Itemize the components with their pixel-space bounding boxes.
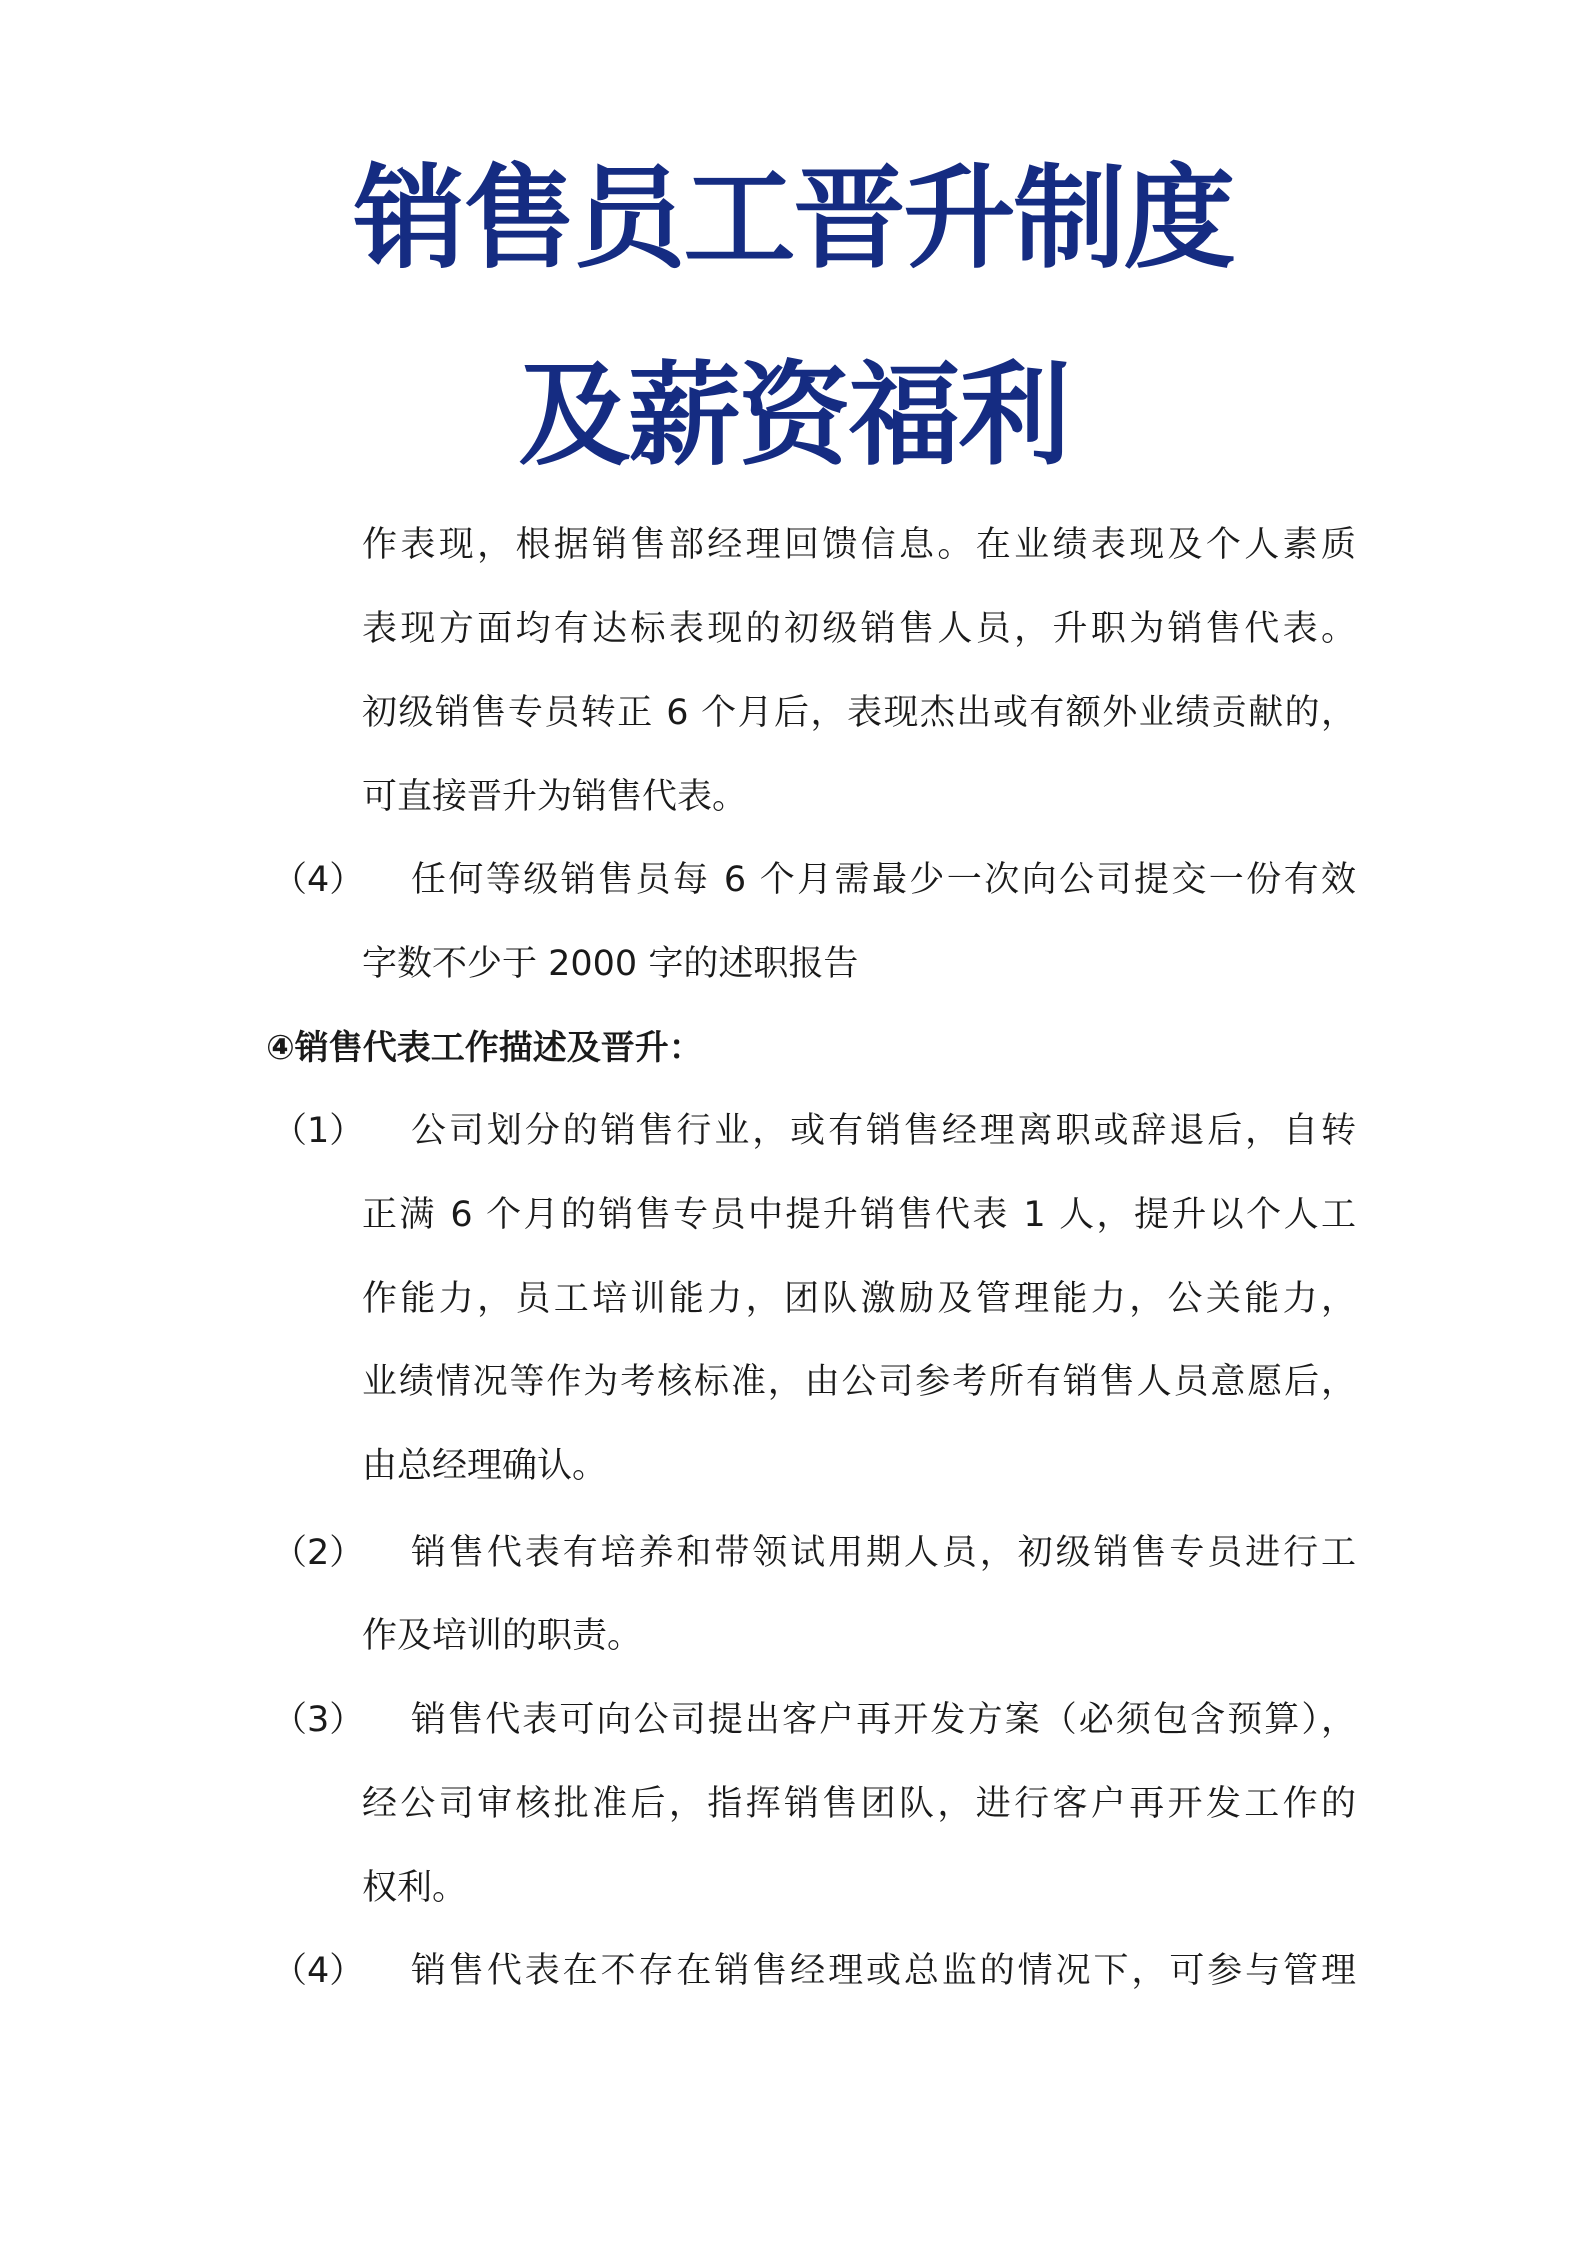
paragraph-line: 可直接晋升为销售代表。 [362, 777, 748, 817]
item-line: 作能力，员工培训能力，团队激励及管理能力，公关能力， [362, 1279, 1356, 1319]
item-line: 字数不少于 2000 字的述职报告 [362, 944, 859, 984]
paragraph-line: 表现方面均有达标表现的初级销售人员，升职为销售代表。 [362, 609, 1356, 649]
item-line: 作及培训的职责。 [362, 1616, 643, 1656]
item-line: 公司划分的销售行业，或有销售经理离职或辞退后，自转 [411, 1111, 1356, 1151]
item-line: 正满 6 个月的销售专员中提升销售代表 1 人，提升以个人工 [362, 1195, 1356, 1235]
item-number: （1） [272, 1111, 365, 1151]
document-title-line-2: 及薪资福利 [518, 351, 1069, 481]
item-line: 权利。 [362, 1868, 468, 1908]
item-line: 销售代表可向公司提出客户再开发方案（必须包含预算）， [411, 1700, 1356, 1740]
section-heading: ④销售代表工作描述及晋升： [266, 1028, 703, 1068]
item-line: 销售代表在不存在销售经理或总监的情况下，可参与管理 [411, 1951, 1356, 1991]
paragraph-line: 初级销售专员转正 6 个月后，表现杰出或有额外业绩贡献的， [362, 693, 1356, 733]
item-line: 经公司审核批准后，指挥销售团队，进行客户再开发工作的 [362, 1784, 1356, 1824]
item-line: 任何等级销售员每 6 个月需最少一次向公司提交一份有效 [411, 860, 1356, 900]
document-title-line-1: 销售员工晋升制度 [353, 154, 1234, 284]
item-number: （2） [272, 1533, 365, 1573]
paragraph-line: 作表现，根据销售部经理回馈信息。在业绩表现及个人素质 [362, 525, 1356, 565]
item-number: （3） [272, 1700, 365, 1740]
item-line: 业绩情况等作为考核标准，由公司参考所有销售人员意愿后， [362, 1362, 1356, 1402]
item-number: （4） [272, 860, 365, 900]
item-line: 由总经理确认。 [362, 1446, 608, 1486]
item-number: （4） [272, 1951, 365, 1991]
item-line: 销售代表有培养和带领试用期人员，初级销售专员进行工 [411, 1533, 1356, 1573]
